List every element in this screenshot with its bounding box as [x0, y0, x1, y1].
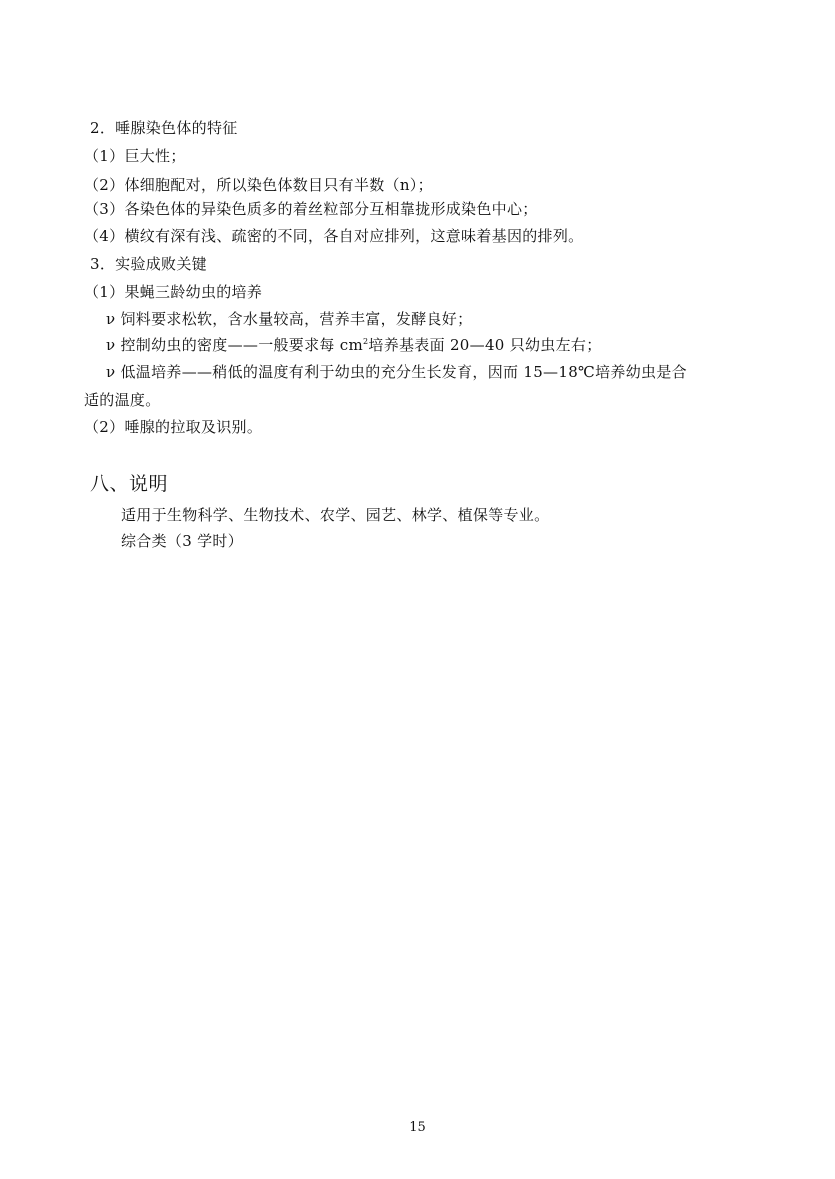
- superscript-2: 2: [363, 337, 369, 346]
- bullet-item-3-continuation: 适的温度。: [84, 391, 161, 409]
- section-2-item-3: （3）各染色体的异染色质多的着丝粒部分互相靠拢形成染色中心；: [84, 200, 538, 218]
- page-number: 15: [409, 1120, 426, 1135]
- section-2-item-1: （1）巨大性；: [84, 147, 186, 165]
- bullet-marker: ν: [106, 310, 116, 328]
- bullet-text: 饲料要求松软，含水量较高，营养丰富，发酵良好；: [120, 310, 473, 328]
- section-8-heading: 八、说明: [90, 473, 169, 495]
- bullet-text: 低温培养——稍低的温度有利于幼虫的充分生长发育，因而 15—18℃培养幼虫是合: [120, 363, 687, 381]
- bullet-item-1: [106, 309, 472, 329]
- section-2-item-4: （4）横纹有深有浅、疏密的不同，各自对应排列，这意味着基因的排列。: [84, 227, 584, 245]
- section-3-title: 3．实验成败关键: [90, 255, 207, 273]
- bullet-item-2: [106, 335, 602, 355]
- bullet-text-after: 培养基表面 20—40 只幼虫左右；: [368, 336, 602, 354]
- section-8-line-2: 综合类（3 学时）: [121, 532, 244, 550]
- section-2-item-2: （2）体细胞配对，所以染色体数目只有半数（n）；: [84, 176, 433, 194]
- section-2-title: 2．唾腺染色体的特征: [90, 119, 238, 137]
- bullet-marker: ν: [106, 336, 116, 354]
- section-3-sub-2: （2）唾腺的拉取及识别。: [84, 418, 263, 436]
- bullet-marker: ν: [106, 363, 116, 381]
- section-3-sub-1: （1）果蝇三龄幼虫的培养: [84, 283, 263, 301]
- bullet-text-before: 控制幼虫的密度——一般要求每 cm: [120, 336, 363, 354]
- section-8-line-1: 适用于生物科学、生物技术、农学、园艺、林学、植保等专业。: [121, 506, 550, 524]
- bullet-item-3: [106, 362, 687, 382]
